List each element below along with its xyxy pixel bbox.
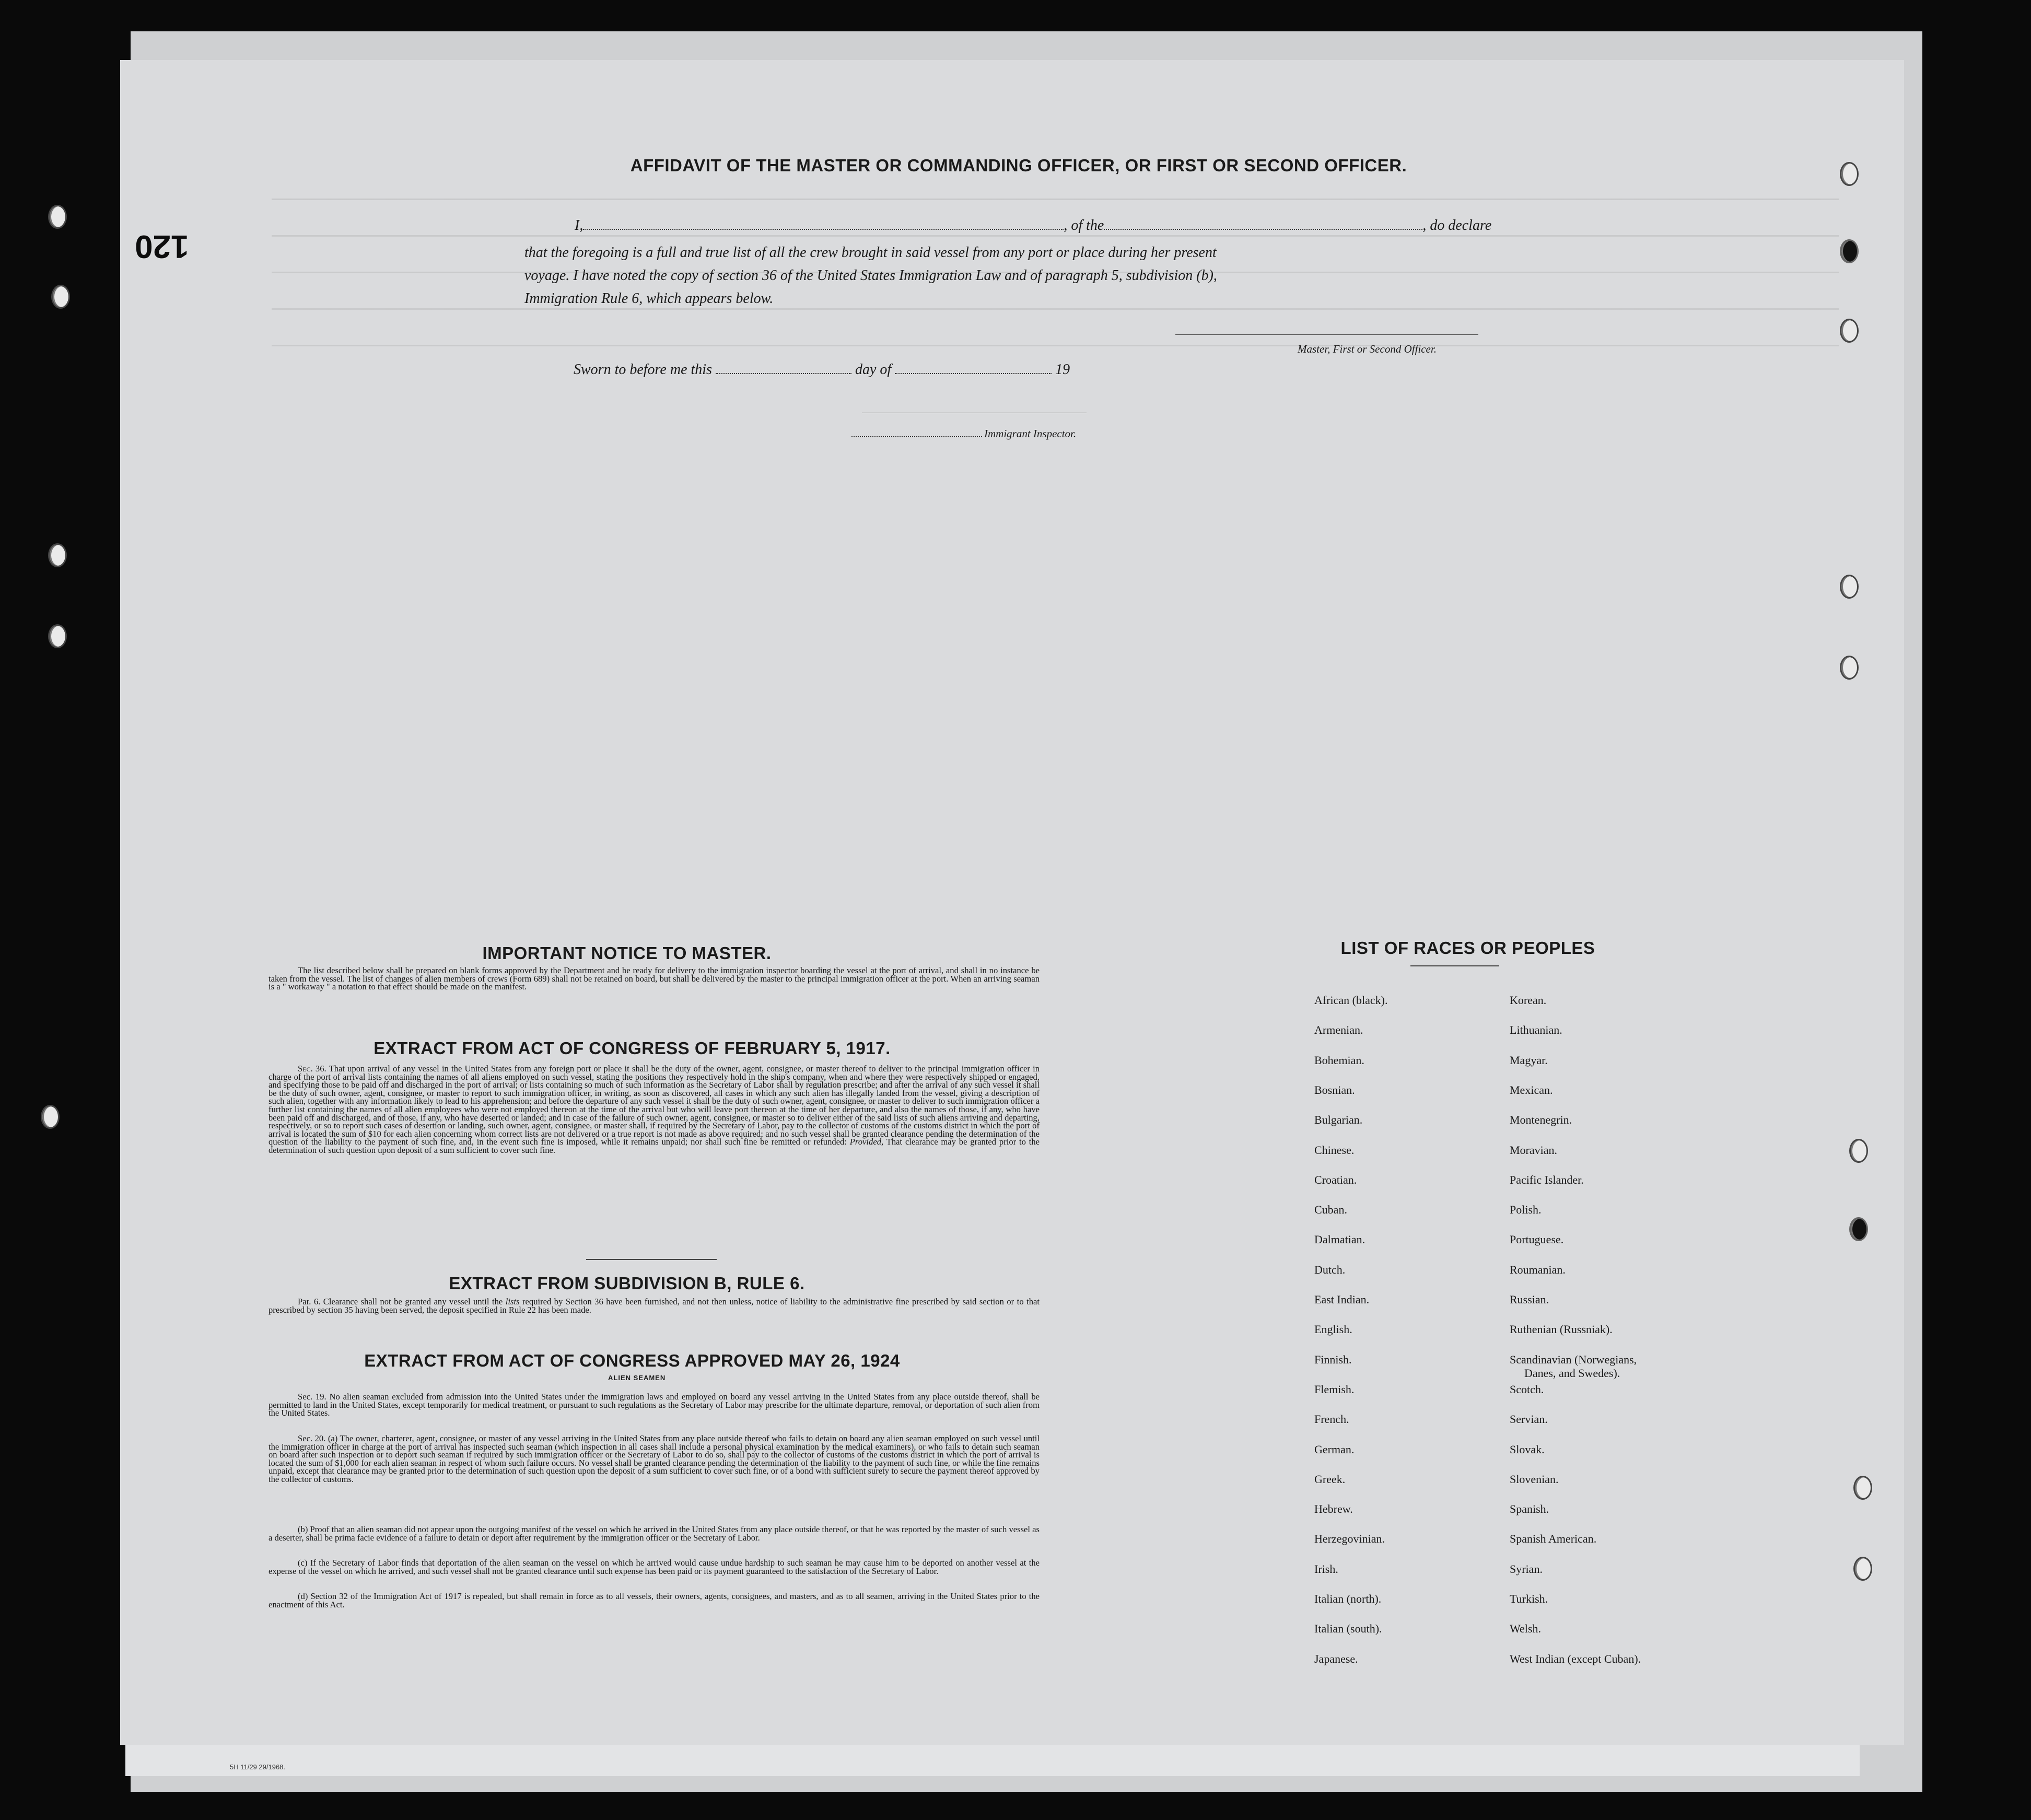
act-1924-title: EXTRACT FROM ACT OF CONGRESS APPROVED MAY 26, 1924 xyxy=(364,1351,900,1370)
punch-hole xyxy=(1853,1476,1872,1500)
inspector-label: Immigrant Inspector. xyxy=(984,427,1077,440)
punch-hole xyxy=(1849,1217,1868,1241)
declare-text: , do declare xyxy=(1422,217,1492,234)
punch-hole xyxy=(1840,319,1859,343)
punch-hole xyxy=(41,1105,60,1129)
race-item: Spanish. xyxy=(1510,1502,1549,1516)
race-item: Irish. xyxy=(1314,1562,1338,1576)
punch-hole xyxy=(48,624,67,648)
race-item: Servian. xyxy=(1510,1413,1548,1426)
name-blank xyxy=(583,229,1064,230)
race-item: African (black). xyxy=(1314,994,1388,1007)
rule-6-text-a: Par. 6. Clearance shall not be granted any vessel until the xyxy=(298,1297,503,1306)
act-1924-sec-19: Sec. 19. No alien seaman excluded from admission into the United States under the immigration laws and employed on board any vessel arriving in the United States from any place outside thereof, shall be permitted to land in the United States, except temporarily for medical treatment, or pursuant to such regulations as the Secretary of Labor may prescribe for the ultimate departure, removal, or deportation of such alien from the United States. xyxy=(269,1392,1040,1418)
act-1917-body xyxy=(269,1065,1040,1154)
rule-6-text-b: required by Section 36 have been furnished, and not then unless, notice of liability to the administrative fine prescribed by said section or to that prescribed by section 35 having been served, the deposit specified in Rule 22 has been made. xyxy=(269,1297,1040,1315)
act-1924-sec-20b: (b) Proof that an alien seaman did not appear upon the outgoing manifest of the vessel on which he arrived in the United States from any place outside thereof, or that he was reported by the master of such vessel as a deserter, shall be prima facie evidence of a failure to detain or deport after requirement by the immigration officer or the Secretary of Labor. xyxy=(269,1524,1040,1543)
race-item: Greek. xyxy=(1314,1472,1346,1486)
sworn-text: Sworn to before me this xyxy=(574,361,712,378)
lists-word: lists xyxy=(505,1297,520,1306)
race-item: Dutch. xyxy=(1314,1263,1346,1276)
race-item: Finnish. xyxy=(1314,1352,1352,1366)
race-item: Slovak. xyxy=(1510,1442,1545,1456)
punch-hole xyxy=(1853,1557,1872,1581)
form-code: 5H 11/29 29/1968. xyxy=(230,1763,286,1771)
act-1924-subtitle: ALIEN SEAMEN xyxy=(608,1374,666,1382)
race-item: Dalmatian. xyxy=(1314,1233,1365,1246)
race-item: Montenegrin. xyxy=(1510,1113,1572,1127)
race-item: German. xyxy=(1314,1442,1355,1456)
act-1924-sec-20c: (c) If the Secretary of Labor finds that deportation of the alien seaman on the vessel on which he arrived would cause undue hardship to such seaman he may cause him to be deported on another vessel at the expense of the vessel on which he arrived, and such vessel shall not be granted clearance until such expense has been paid or its payment guaranteed to the satisfaction of the Secretary of Labor. xyxy=(269,1558,1040,1576)
vessel-blank xyxy=(1104,229,1422,230)
race-item: Pacific Islander. xyxy=(1510,1173,1584,1186)
race-item: English. xyxy=(1314,1323,1352,1336)
underlying-page-edge xyxy=(125,1745,1860,1776)
race-item: Flemish. xyxy=(1314,1382,1355,1396)
of-the-text: , of the xyxy=(1064,217,1104,234)
race-item: Armenian. xyxy=(1314,1023,1363,1037)
race-item: Italian (north). xyxy=(1314,1592,1382,1605)
race-item: East Indian. xyxy=(1314,1293,1370,1306)
race-item: Russian. xyxy=(1510,1293,1549,1306)
notice-title: IMPORTANT NOTICE TO MASTER. xyxy=(482,943,772,963)
proviso-word: Provided, xyxy=(849,1137,884,1147)
race-item: Danes, and Swedes). xyxy=(1524,1366,1620,1380)
day-of-text: day of xyxy=(855,361,892,378)
race-item: Portuguese. xyxy=(1510,1233,1564,1246)
race-item: Herzegovinian. xyxy=(1314,1532,1385,1546)
races-title-underline xyxy=(1410,965,1499,966)
inspector-line xyxy=(851,427,1076,440)
act-1924-sec-20d: (d) Section 32 of the Immigration Act of 1917 is repealed, but shall remain in force as to all vessels, their owners, agents, consignees, and masters, and as to all seamen, arriving in the United States prior to the enactment of this Act. xyxy=(269,1591,1040,1609)
signer-label: Master, First or Second Officer. xyxy=(1298,343,1437,355)
signature-line xyxy=(1175,334,1478,335)
month-blank xyxy=(895,373,1052,374)
inspector-blank xyxy=(851,436,982,437)
race-item: Slovenian. xyxy=(1510,1472,1559,1486)
act-1917-text: That upon arrival of any vessel in the United States from any foreign port or place it shall be the duty of the owner, agent, consignee, or master thereof to deliver to the principal immigration officer in charge of the port of arrival lists containing the names of all aliens employed on such vessel, stating the positions they respectively hold in the ship's company, when and where they were respectively shipped or engaged, and specifying those to be paid off and discharged in the port of arrival; or lists containing so much of such information as the Secretary of Labor shall by regulation prescribe; and after the arrival of any such vessel it shall be the duty of such owner, agent, consignee, or master to report to such immigration officer, in writing, as soon as discovered, all cases in which any such alien has illegally landed from the vessel, giving a description of such alien, together with any information likely to lead to his apprehension; and before the departure of any such vessel it shall be the duty of such owner, agent, consignee, or master to deliver to such immigration officer a further list containing the names of all alien employees who were not employed thereon at the time of the arrival but who will leave port thereon at the time of her departure, and also the names of those, if any, who have been paid off and discharged, and of those, if any, who have deserted or landed; and in case of the failure of such owner, agent, consignee, or master so to deliver either of the said lists of such aliens arriving and departing, respectively, or so to report such cases of desertion or landing, such owner, agent, consignee, or master shall, if required by the Secretary of Labor, pay to the collector of customs of the customs district in which the port of arrival is located the sum of $10 for each alien concerning whom correct lists are not delivered or a true report is not made as above required; and no such vessel shall be granted clearance pending the determination of the question of the liability to the payment of such fine, and, in the event such fine is imposed, while it remains unpaid; nor shall such fine be remitted or refunded: xyxy=(269,1064,1040,1147)
affidavit-line-4: Immigration Rule 6, which appears below. xyxy=(524,290,774,307)
punch-hole xyxy=(1840,239,1859,263)
race-item: Japanese. xyxy=(1314,1652,1358,1665)
race-item: Scotch. xyxy=(1510,1382,1544,1396)
race-item: Croatian. xyxy=(1314,1173,1357,1186)
races-title: LIST OF RACES OR PEOPLES xyxy=(1340,938,1595,958)
race-item: Syrian. xyxy=(1510,1562,1543,1576)
act-1917-proviso: That clearance may be granted prior to the determination of such question upon deposit of a sum sufficient to cover such fine. xyxy=(269,1137,1040,1155)
affidavit-title: AFFIDAVIT OF THE MASTER OR COMMANDING OFFICER, OR FIRST OR SECOND OFFICER. xyxy=(630,156,1407,175)
race-item: French. xyxy=(1314,1413,1349,1426)
punch-hole xyxy=(1849,1139,1868,1163)
notice-body: The list described below shall be prepared on blank forms approved by the Department and be ready for delivery to the immigration inspector boarding the vessel at the port of arrival, and shall in no instance be taken from the vessel. The list of changes of alien members of crews (Form 689) shall not be retained on board, but shall be delivered by the master to the principal immigration officer at the port. When an arriving seaman is a " workaway " a notation to that effect should be made on the manifest. xyxy=(269,965,1040,992)
race-item: Bosnian. xyxy=(1314,1083,1355,1096)
race-item: Bulgarian. xyxy=(1314,1113,1363,1127)
page-number: 120 xyxy=(135,228,189,264)
race-item: Bohemian. xyxy=(1314,1053,1364,1067)
race-item: Spanish American. xyxy=(1510,1532,1597,1546)
act-1917-sec-ref: Sec. 36. xyxy=(298,1064,326,1074)
act-1917-title: EXTRACT FROM ACT OF CONGRESS OF FEBRUARY 5, 1917. xyxy=(373,1039,891,1058)
affidavit-line-1 xyxy=(575,217,1491,234)
pronoun-i: I, xyxy=(575,217,583,234)
race-item: Hebrew. xyxy=(1314,1502,1353,1516)
race-item: Polish. xyxy=(1510,1203,1542,1217)
race-item: Lithuanian. xyxy=(1510,1023,1562,1037)
punch-hole xyxy=(51,285,70,309)
race-item: Korean. xyxy=(1510,994,1547,1007)
race-item: Cuban. xyxy=(1314,1203,1347,1217)
race-item: Welsh. xyxy=(1510,1622,1541,1636)
punch-hole xyxy=(1840,656,1859,680)
sworn-line xyxy=(574,361,1070,378)
punch-hole xyxy=(1840,575,1859,599)
punch-hole xyxy=(48,543,67,567)
affidavit-line-2: that the foregoing is a full and true list of all the crew brought in said vessel from any port or place during her present xyxy=(524,244,1217,261)
race-item: Magyar. xyxy=(1510,1053,1548,1067)
act-1924-sec-20a: Sec. 20. (a) The owner, charterer, agent, consignee, or master of any vessel arriving in the United States from any place outside thereof who fails to detain on board any alien seaman employed on such vessel until the immigration officer in charge at the port of arrival has inspected such seaman (which inspection in all cases shall include a personal physical examination by the medical examiners), or who fails to detain such seaman on board after such inspection or to deport such seaman if required by such immigration officer or the Secretary of Labor to do so, shall pay to the collector of customs of the customs district in which the port of arrival is located the sum of $1,000 for each alien seaman in respect of whom such failure occurs. No vessel shall be granted clearance pending the determination of the liability to the payment of such fine, or while the fine remains unpaid, except that clearance may be granted prior to the determination of such question upon the deposit of a sum sufficient to cover such fine, or of a bond with sufficient surety to secure the payment thereof approved by the collector of customs. xyxy=(269,1433,1040,1484)
sworn-date-blank xyxy=(716,373,851,374)
punch-hole xyxy=(48,205,67,229)
race-item: Moravian. xyxy=(1510,1143,1558,1157)
race-item: Scandinavian (Norwegians, xyxy=(1510,1352,1637,1366)
race-item: West Indian (except Cuban). xyxy=(1510,1652,1641,1665)
race-item: Roumanian. xyxy=(1510,1263,1566,1276)
rule-6-body xyxy=(269,1298,1040,1314)
race-item: Ruthenian (Russniak). xyxy=(1510,1323,1613,1336)
year-prefix: 19 xyxy=(1055,361,1070,378)
race-item: Italian (south). xyxy=(1314,1622,1382,1636)
rule-6-title: EXTRACT FROM SUBDIVISION B, RULE 6. xyxy=(449,1274,805,1293)
race-item: Turkish. xyxy=(1510,1592,1548,1605)
race-item: Chinese. xyxy=(1314,1143,1355,1157)
divider xyxy=(586,1259,717,1260)
affidavit-line-3: voyage. I have noted the copy of section 36 of the United States Immigration Law and of paragraph 5, subdivision (b), xyxy=(524,267,1217,284)
punch-hole xyxy=(1840,162,1859,186)
race-item: Mexican. xyxy=(1510,1083,1553,1096)
